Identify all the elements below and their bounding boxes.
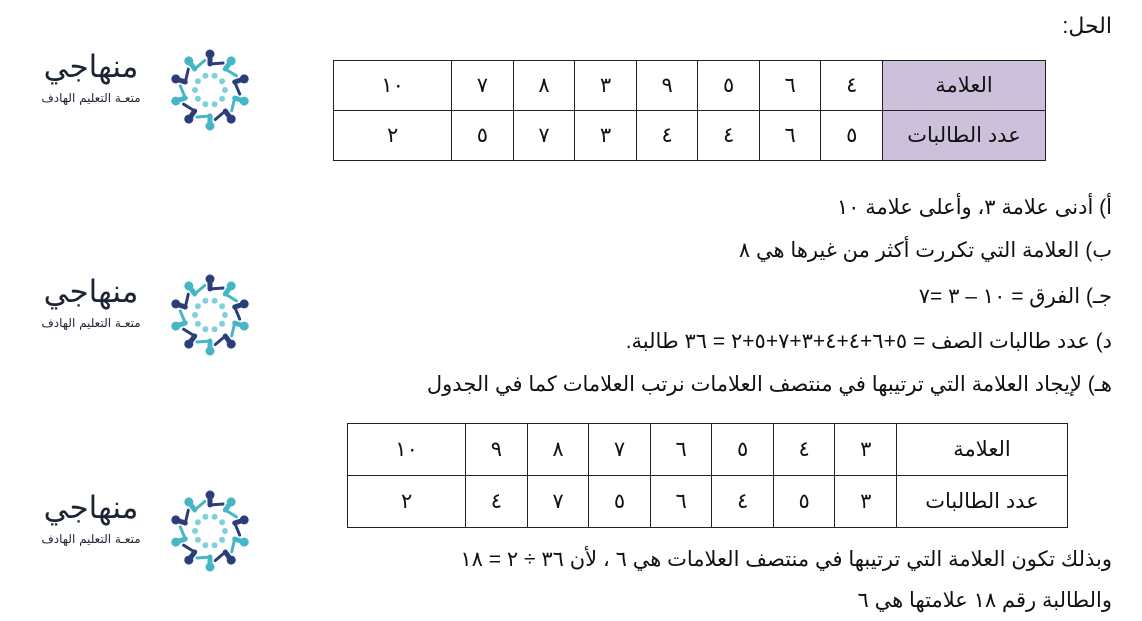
table-cell: ٣: [835, 476, 897, 528]
row-header: عدد الطالبات: [897, 476, 1068, 528]
table-cell: ٣: [575, 111, 637, 161]
logo-wordmark: منهاجي: [43, 49, 139, 85]
logo-1: [25, 45, 265, 135]
logo-snowflake-icon: [165, 45, 255, 135]
logo-2: [25, 270, 265, 360]
logo-snowflake-icon: [165, 486, 255, 576]
sorted-grades-table: [347, 423, 1068, 528]
table-cell: ٥: [589, 476, 651, 528]
table-cell: ٤: [698, 111, 760, 161]
table-cell: ٢: [348, 476, 466, 528]
answer-b: ب) العلامة التي تكررت أكثر من غيرها هي ٨: [738, 239, 1112, 262]
table-cell: ٥: [698, 61, 760, 111]
table-cell: ٤: [466, 476, 528, 528]
table-cell: ٨: [513, 61, 575, 111]
logo-wordmark: منهاجي: [43, 490, 139, 526]
row-header: العلامة: [883, 61, 1046, 111]
table-cell: ٤: [712, 476, 774, 528]
table-row: [334, 61, 1046, 111]
table-cell: ٩: [636, 61, 698, 111]
logo-wordmark: منهاجي: [43, 274, 139, 310]
table-cell: ٢: [334, 111, 452, 161]
table-cell: ٨: [527, 424, 589, 476]
table-cell: ٦: [650, 424, 712, 476]
table-cell: ٧: [589, 424, 651, 476]
answer-a: أ) أدنى علامة ٣، وأعلى علامة ١٠: [836, 196, 1112, 219]
table-cell: ٩: [466, 424, 528, 476]
table-cell: ٦: [759, 61, 821, 111]
logo-tagline: متعـة التعليم الهادف: [41, 316, 141, 330]
table-cell: ٥: [452, 111, 514, 161]
logo-tagline: متعـة التعليم الهادف: [41, 91, 141, 105]
solution-heading: الحل:: [1062, 13, 1112, 38]
table-cell: ٣: [575, 61, 637, 111]
table-row: [348, 424, 1068, 476]
table-cell: ٣: [835, 424, 897, 476]
table-cell: ٥: [773, 476, 835, 528]
row-header: عدد الطالبات: [883, 111, 1046, 161]
table-row: [348, 476, 1068, 528]
logo-3: [25, 486, 265, 576]
table-cell: ٤: [821, 61, 883, 111]
conclusion-line-1: وبذلك تكون العلامة التي ترتيبها في منتصف العلامات هي ٦ ، لأن ٣٦ ÷ ٢ = ١٨: [460, 548, 1112, 571]
table-cell: ١٠: [348, 424, 466, 476]
table-cell: ٧: [527, 476, 589, 528]
table-cell: ٦: [650, 476, 712, 528]
table-cell: ٤: [773, 424, 835, 476]
answer-c: جـ) الفرق = ١٠ – ٣ =٧: [918, 285, 1112, 308]
table-cell: ١٠: [334, 61, 452, 111]
table-cell: ٦: [759, 111, 821, 161]
answer-e: هـ) لإيجاد العلامة التي ترتيبها في منتصف العلامات نرتب العلامات كما في الجدول: [426, 373, 1112, 396]
table-cell: ٧: [452, 61, 514, 111]
row-header: العلامة: [897, 424, 1068, 476]
table-cell: ٥: [821, 111, 883, 161]
answer-d: د) عدد طالبات الصف = ٥+٦+٤+٤+٣+٧+٥+٢ = ٣٦ طالبة.: [625, 330, 1112, 353]
table-cell: ٧: [513, 111, 575, 161]
logo-snowflake-icon: [165, 270, 255, 360]
table-row: [334, 111, 1046, 161]
table-cell: ٤: [636, 111, 698, 161]
logo-tagline: متعـة التعليم الهادف: [41, 532, 141, 546]
grades-table: [333, 60, 1046, 161]
table-cell: ٥: [712, 424, 774, 476]
conclusion-line-2: والطالبة رقم ١٨ علامتها هي ٦: [857, 589, 1112, 612]
